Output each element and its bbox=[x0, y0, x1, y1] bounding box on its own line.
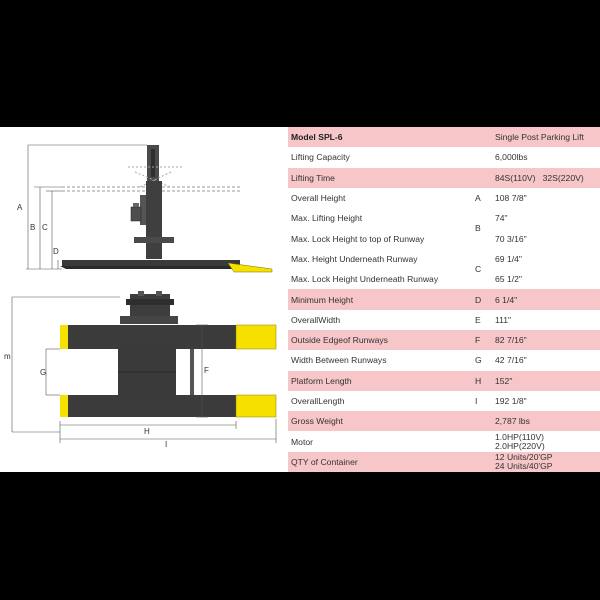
platform-base bbox=[60, 266, 242, 269]
spec-row: Lifting Time 84S(110V) 32S(220V) bbox=[288, 168, 600, 188]
spec-table bbox=[288, 127, 600, 472]
post-top-plate bbox=[126, 299, 174, 305]
spec-row: Platform Length H 152" bbox=[288, 371, 600, 391]
spec-row: Max. Height Underneath Runway C 69 1/4" bbox=[288, 249, 600, 269]
side-elevation bbox=[26, 145, 272, 272]
motor-unit bbox=[131, 207, 141, 221]
post-slot bbox=[151, 149, 155, 177]
dim-letter-h: H bbox=[144, 427, 150, 436]
spec-row: Overall Height A 108 7/8" bbox=[288, 188, 600, 208]
dim-letter-d: D bbox=[53, 247, 59, 256]
motor-cap bbox=[133, 203, 139, 207]
spec-row: QTY of Container 12 Units/20'GP 24 Units/40'GP bbox=[288, 452, 600, 472]
plan-view bbox=[12, 291, 276, 443]
spec-row: Max. Lock Height Underneath Runway 65 1/2" bbox=[288, 269, 600, 289]
model-subtitle: Single Post Parking Lift bbox=[495, 127, 600, 147]
dim-letter-f: F bbox=[204, 366, 209, 375]
spec-row: OverallWidth E 111" bbox=[288, 310, 600, 330]
spec-row: Minimum Height D 6 1/4" bbox=[288, 289, 600, 309]
dim-letter-b: B bbox=[30, 223, 36, 232]
runway-bottom-end-yellow bbox=[60, 395, 68, 417]
dim-letter-g: G bbox=[40, 368, 47, 377]
dim-letter-m: m bbox=[4, 352, 11, 361]
dim-letter-c: C bbox=[42, 223, 48, 232]
post-bolt-2 bbox=[156, 291, 162, 296]
spec-header-row bbox=[288, 127, 600, 147]
spec-row: OverallLength I 192 1/8" bbox=[288, 391, 600, 411]
post-bolt-1 bbox=[138, 291, 144, 296]
spec-row: Width Between Runways G 42 7/16" bbox=[288, 350, 600, 370]
spec-row: Lifting Capacity 6,000lbs bbox=[288, 147, 600, 167]
spec-row: Gross Weight 2,787 lbs bbox=[288, 411, 600, 431]
ramp-top bbox=[236, 325, 276, 349]
post-base bbox=[120, 316, 178, 324]
ramp-bottom bbox=[236, 395, 276, 417]
dim-letter-i: I bbox=[165, 440, 168, 449]
spec-row: Max. Lock Height to top of Runway 70 3/16" bbox=[288, 228, 600, 248]
merged-dim-c: C bbox=[475, 249, 495, 290]
runway-top-end-yellow bbox=[60, 325, 68, 349]
runway-bottom bbox=[60, 395, 236, 417]
lowered-platform bbox=[62, 260, 240, 266]
merged-dim-b: B bbox=[475, 208, 495, 249]
carriage-tube bbox=[134, 237, 174, 243]
model-title: Model SPL-6 bbox=[288, 127, 475, 147]
approach-ramp bbox=[228, 263, 272, 272]
dim-letter-a: A bbox=[17, 203, 23, 212]
runway-top bbox=[60, 325, 236, 349]
lift-dimension-drawing bbox=[0, 127, 288, 472]
cross-rail bbox=[190, 349, 194, 395]
post-body bbox=[146, 181, 162, 259]
spec-row: Motor 1.0HP(110V) 2.0HP(220V) bbox=[288, 431, 600, 451]
spec-panel bbox=[0, 127, 600, 472]
spec-row: Outside Edgeof Runways F 82 7/16" bbox=[288, 330, 600, 350]
spec-row: Max. Lifting Height B 74" bbox=[288, 208, 600, 228]
